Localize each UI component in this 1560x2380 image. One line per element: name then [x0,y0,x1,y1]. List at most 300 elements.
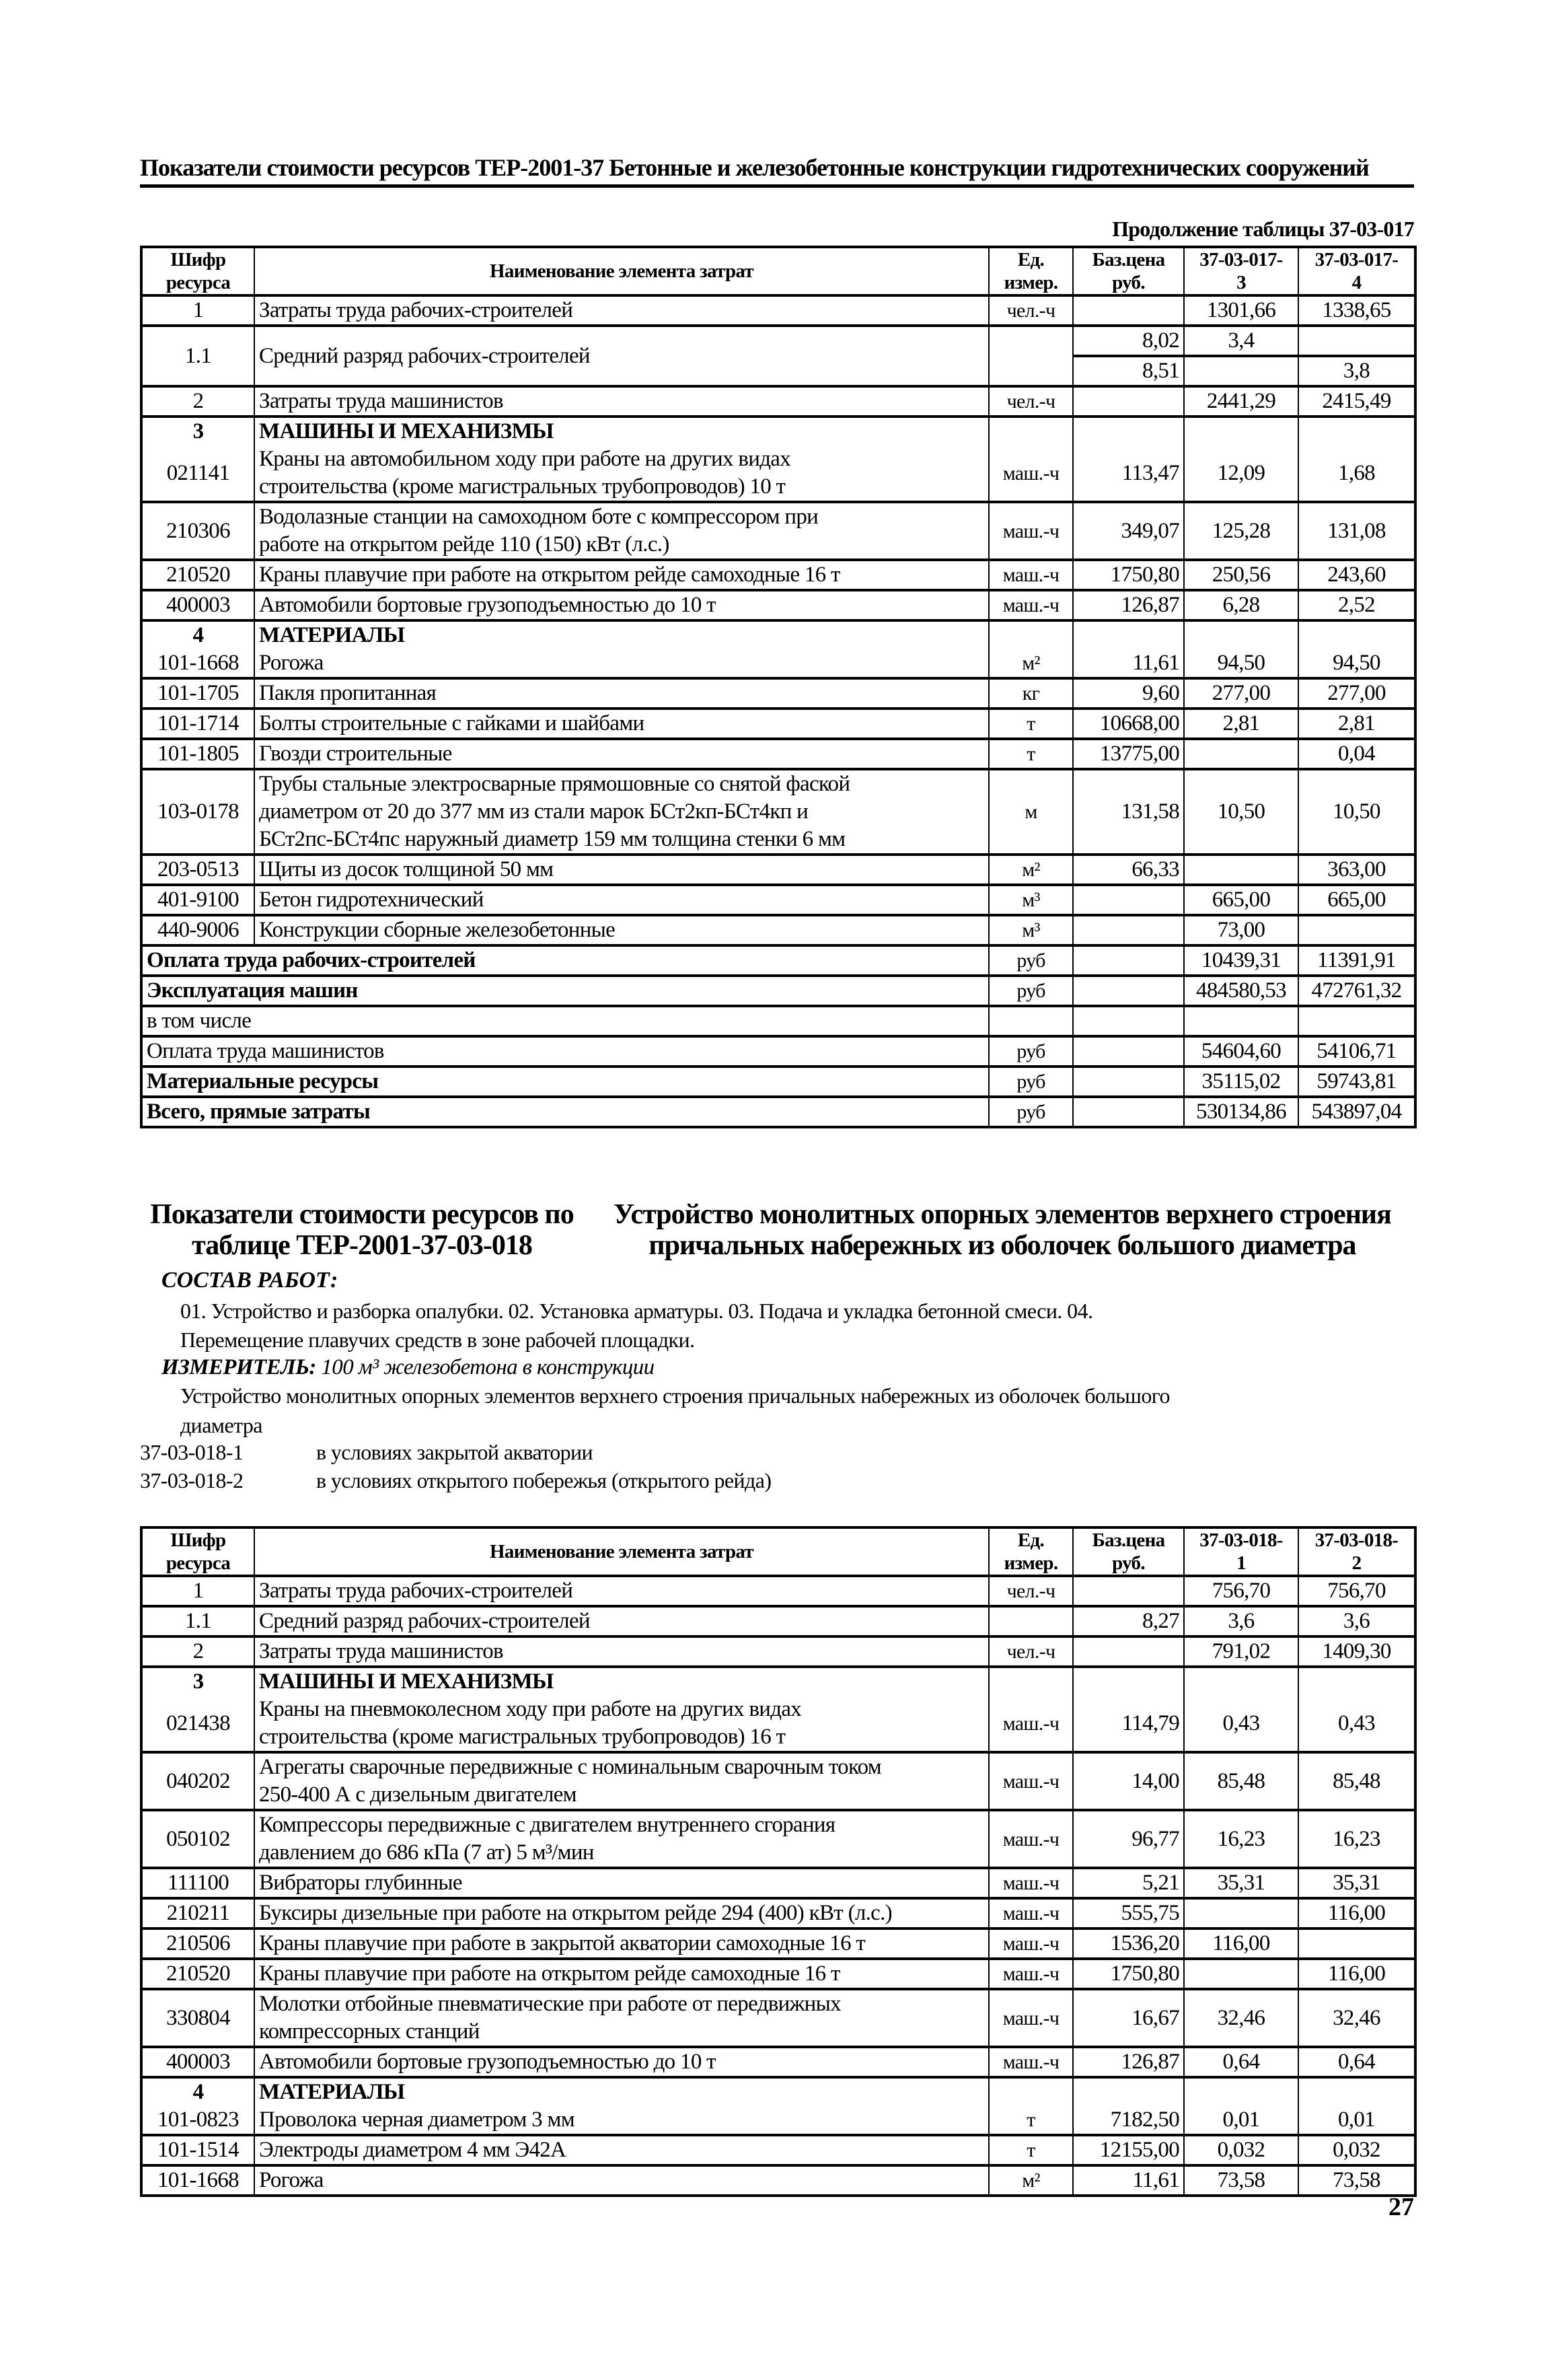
unit: чел.-ч [989,295,1073,326]
resource-name: Рогожа [254,2165,989,2196]
table-row [141,1696,1415,1752]
variant-1-value: 35,31 [1184,1868,1298,1898]
running-header: Показатели стоимости ресурсов ТЕР-2001-37 Бетонные и железобетонные конструкции гидротехнических сооружений [140,153,1414,188]
resource-code: 210506 [141,1928,254,1959]
variant-2-value: 2,52 [1298,590,1415,620]
empty-cell [1184,2077,1298,2106]
variant-1-value: 73,58 [1184,2165,1298,2196]
table-header-row [141,247,1415,295]
resource-name: Рогожа [254,649,989,678]
resource-code: 101-1805 [141,739,254,769]
base-price: 66,33 [1073,855,1184,885]
table-row [141,885,1415,915]
base-price: 8,51 [1073,356,1184,386]
summary-label: Всего, прямые затраты [141,1097,989,1127]
meter-label: ИЗМЕРИТЕЛЬ: [161,1355,316,1379]
variant-2-value: 756,70 [1298,1576,1415,1606]
variant-1-value [1184,1898,1298,1928]
base-price [1073,1576,1184,1606]
summary-row [141,976,1415,1006]
unit: маш.-ч [989,590,1073,620]
unit [989,1606,1073,1636]
resource-name: Конструкции сборные железобетонные [254,915,989,945]
table-row [141,915,1415,945]
variant-2-value: 472761,32 [1298,976,1415,1006]
variant-2-value: 10,50 [1298,769,1415,855]
header-unit: Ед. измер. [989,1527,1073,1576]
variant-1-value: 3,6 [1184,1606,1298,1636]
table-row [141,1898,1415,1928]
variant-2-value: 11391,91 [1298,945,1415,976]
resource-code: 2 [141,386,254,417]
variant-2-value: 1409,30 [1298,1636,1415,1667]
unit: кг [989,678,1073,709]
base-price: 96,77 [1073,1810,1184,1868]
variant-1-value: 10,50 [1184,769,1298,855]
resource-code: 021141 [141,445,254,502]
variant-1-value: 756,70 [1184,1576,1298,1606]
unit: м² [989,855,1073,885]
variant-2-value: 54106,71 [1298,1036,1415,1067]
unit: м² [989,649,1073,678]
resource-code: 210520 [141,560,254,590]
base-price: 10668,00 [1073,709,1184,739]
resource-name: Краны на пневмоколесном ходу при работе на других видах строительства (кроме магистральных трубопроводов) 16 т [254,1696,989,1752]
resource-name: Пакля пропитанная [254,678,989,709]
empty-cell [1073,417,1184,445]
resource-name: Компрессоры передвижные с двигателем внутреннего сгорания давлением до 686 кПа (7 ат) 5 м³/мин [254,1810,989,1868]
variant-2-value [1298,326,1415,356]
resource-name: Краны плавучие при работе на открытом рейде самоходные 16 т [254,560,989,590]
empty-cell [1073,620,1184,649]
unit: маш.-ч [989,1696,1073,1752]
resource-code: 050102 [141,1810,254,1868]
resource-name: Буксиры дизельные при работе на открытом рейде 294 (400) кВт (л.с.) [254,1898,989,1928]
variant-1-value: 10439,31 [1184,945,1298,976]
resource-name: Краны плавучие при работе в закрытой акватории самоходные 16 т [254,1928,989,1959]
resource-code: 101-1714 [141,709,254,739]
unit: маш.-ч [989,502,1073,560]
table-row [141,2165,1415,2196]
summary-row [141,1067,1415,1097]
unit: т [989,2106,1073,2135]
resource-code: 2 [141,1636,254,1667]
variant-1-value: 94,50 [1184,649,1298,678]
variant-2-value: 277,00 [1298,678,1415,709]
table-row [141,855,1415,885]
unit: руб [989,976,1073,1006]
variant-1-value: 0,01 [1184,2106,1298,2135]
variant-2-value: 0,01 [1298,2106,1415,2135]
variant-1-value: 35115,02 [1184,1067,1298,1097]
resource-code: 330804 [141,1989,254,2047]
variant-code: 37-03-018-1 [140,1440,244,1464]
base-price [1073,915,1184,945]
header-code: Шифр ресурса [141,247,254,295]
variant-2-value: 94,50 [1298,649,1415,678]
unit: маш.-ч [989,1989,1073,2047]
empty-cell [1298,620,1415,649]
empty-cell [989,417,1073,445]
section-title: МАШИНЫ И МЕХАНИЗМЫ [254,1667,989,1696]
base-price [1073,1036,1184,1067]
table-row [141,1810,1415,1868]
variant-1-value: 277,00 [1184,678,1298,709]
table-row [141,1868,1415,1898]
variant-2-value: 16,23 [1298,1810,1415,1868]
variant-1-value: 73,00 [1184,915,1298,945]
table-row [141,2135,1415,2165]
base-price: 131,58 [1073,769,1184,855]
table-row [141,1636,1415,1667]
variant-1-value: 32,46 [1184,1989,1298,2047]
summary-label: в том числе [141,1006,989,1036]
variant-2-value: 543897,04 [1298,1097,1415,1127]
resource-name: Молотки отбойные пневматические при работе от передвижных компрессорных станций [254,1989,989,2047]
resource-code: 021438 [141,1696,254,1752]
resource-name: Болты строительные с гайками и шайбами [254,709,989,739]
resource-table-37-03-018 [140,1526,1417,2197]
section-row [141,2077,1415,2106]
base-price [1073,1006,1184,1036]
table-continuation-label: Продолжение таблицы 37-03-017 [1112,217,1414,241]
variant-1-value: 791,02 [1184,1636,1298,1667]
section-title: МАШИНЫ И МЕХАНИЗМЫ [254,417,989,445]
resource-name: Краны плавучие при работе на открытом рейде самоходные 16 т [254,1959,989,1989]
resource-name: Средний разряд рабочих-строителей [254,326,989,386]
base-price: 113,47 [1073,445,1184,502]
variant-1-value: 0,64 [1184,2047,1298,2077]
base-price: 126,87 [1073,590,1184,620]
resource-code: 203-0513 [141,855,254,885]
base-price: 555,75 [1073,1898,1184,1928]
base-price [1073,1067,1184,1097]
variant-1-value: 0,43 [1184,1696,1298,1752]
unit: руб [989,945,1073,976]
section-row [141,417,1415,445]
variant-1-value [1184,356,1298,386]
table-row [141,709,1415,739]
variant-2-value: 116,00 [1298,1959,1415,1989]
base-price: 1750,80 [1073,1959,1184,1989]
resource-code: 111100 [141,1868,254,1898]
unit: чел.-ч [989,386,1073,417]
empty-cell [1298,2077,1415,2106]
work-composition-line: Перемещение плавучих средств в зоне рабочей площадки. [180,1328,695,1352]
base-price: 11,61 [1073,2165,1184,2196]
base-price: 7182,50 [1073,2106,1184,2135]
variant-2-value: 0,64 [1298,2047,1415,2077]
composition-label: СОСТАВ РАБОТ: [161,1268,338,1293]
variant-1-value: 54604,60 [1184,1036,1298,1067]
summary-row [141,1097,1415,1127]
resource-name: Проволока черная диаметром 3 мм [254,2106,989,2135]
empty-cell [989,1667,1073,1696]
resource-name: Щиты из досок толщиной 50 мм [254,855,989,885]
description-line: диаметра [180,1413,262,1437]
resource-name: Средний разряд рабочих-строителей [254,1606,989,1636]
variant-2-value: 0,032 [1298,2135,1415,2165]
unit: чел.-ч [989,1636,1073,1667]
variant-2-value: 665,00 [1298,885,1415,915]
variant-2-value: 32,46 [1298,1989,1415,2047]
base-price: 1536,20 [1073,1928,1184,1959]
resource-name: Затраты труда рабочих-строителей [254,1576,989,1606]
variant-2-value: 73,58 [1298,2165,1415,2196]
variant-1-value: 2,81 [1184,709,1298,739]
unit: м [989,769,1073,855]
variant-1-value: 6,28 [1184,590,1298,620]
unit: чел.-ч [989,1576,1073,1606]
variant-1-value [1184,1959,1298,1989]
variant-1-value: 116,00 [1184,1928,1298,1959]
table-row [141,560,1415,590]
empty-cell [1298,417,1415,445]
unit: маш.-ч [989,1898,1073,1928]
resource-code: 101-1668 [141,2165,254,2196]
variant-2-value: 1338,65 [1298,295,1415,326]
table-row [141,590,1415,620]
unit [989,1006,1073,1036]
resource-code: 101-1705 [141,678,254,709]
header-variant-2: 37-03-018- 2 [1298,1527,1415,1576]
summary-label: Эксплуатация машин [141,976,989,1006]
section-number: 3 [141,417,254,445]
resource-name: Автомобили бортовые грузоподъемностью до 10 т [254,590,989,620]
variant-1-value: 484580,53 [1184,976,1298,1006]
variant-2-value: 0,43 [1298,1696,1415,1752]
resource-code: 210520 [141,1959,254,1989]
variant-2-value: 131,08 [1298,502,1415,560]
table-row [141,2106,1415,2135]
work-composition-line: 01. Устройство и разборка опалубки. 02. Установка арматуры. 03. Подача и укладка бетонной смеси. 04. [180,1299,1093,1323]
base-price [1073,1097,1184,1127]
table-row [141,1928,1415,1959]
unit: м³ [989,915,1073,945]
base-price: 1750,80 [1073,560,1184,590]
section-title: МАТЕРИАЛЫ [254,620,989,649]
summary-label: Оплата труда машинистов [141,1036,989,1067]
empty-cell [989,620,1073,649]
variant-2-value: 3,8 [1298,356,1415,386]
variant-1-value: 665,00 [1184,885,1298,915]
summary-label: Материальные ресурсы [141,1067,989,1097]
unit: м² [989,2165,1073,2196]
empty-cell [1298,1667,1415,1696]
summary-row [141,1006,1415,1036]
variant-2-value: 2,81 [1298,709,1415,739]
unit: м³ [989,885,1073,915]
header-variant-2: 37-03-017- 4 [1298,247,1415,295]
table-row [141,326,1415,356]
variant-1-value: 0,032 [1184,2135,1298,2165]
table-row [141,2047,1415,2077]
base-price [1073,1636,1184,1667]
variant-2-value: 363,00 [1298,855,1415,885]
variant-2-value: 243,60 [1298,560,1415,590]
variant-1-value [1184,855,1298,885]
variant-2-value [1298,915,1415,945]
base-price [1073,976,1184,1006]
base-price: 13775,00 [1073,739,1184,769]
section-title-left: Показатели стоимости ресурсов по таблице ТЕР-2001-37-03-018 [150,1199,574,1261]
header-variant-1: 37-03-018- 1 [1184,1527,1298,1576]
resource-code: 040202 [141,1752,254,1810]
resource-name: Затраты труда машинистов [254,1636,989,1667]
variant-2-value: 0,04 [1298,739,1415,769]
resource-code: 210306 [141,502,254,560]
variant-text: в условиях закрытой акватории [316,1440,593,1464]
table-row [141,1752,1415,1810]
unit: т [989,739,1073,769]
table-row [141,1959,1415,1989]
variant-2-value: 3,6 [1298,1606,1415,1636]
base-price: 16,67 [1073,1989,1184,2047]
base-price: 114,79 [1073,1696,1184,1752]
section-title: МАТЕРИАЛЫ [254,2077,989,2106]
variant-2-value [1298,1928,1415,1959]
description-line: Устройство монолитных опорных элементов верхнего строения причальных набережных из оболочек большого [180,1383,1170,1408]
resource-code: 401-9100 [141,885,254,915]
resource-code: 1 [141,1576,254,1606]
meter-line [161,1355,655,1380]
table-row [141,295,1415,326]
unit: т [989,2135,1073,2165]
variant-code: 37-03-018-2 [140,1468,244,1492]
variant-2-value: 85,48 [1298,1752,1415,1810]
section-number: 3 [141,1667,254,1696]
unit: маш.-ч [989,1810,1073,1868]
header-variant-1: 37-03-017- 3 [1184,247,1298,295]
table-row [141,386,1415,417]
resource-name: Вибраторы глубинные [254,1868,989,1898]
table-row [141,1606,1415,1636]
resource-code: 101-1514 [141,2135,254,2165]
resource-code: 400003 [141,590,254,620]
table-row [141,445,1415,502]
section-title-right: Устройство монолитных опорных элементов верхнего строения причальных набережных из оболочек большого диаметра [614,1199,1391,1261]
page-number: 27 [1388,2193,1414,2221]
resource-code: 101-1668 [141,649,254,678]
base-price: 11,61 [1073,649,1184,678]
variant-2-value [1298,1006,1415,1036]
resource-name: Бетон гидротехнический [254,885,989,915]
resource-code: 1.1 [141,326,254,386]
unit: т [989,709,1073,739]
variant-1-value [1184,739,1298,769]
variant-2-value: 116,00 [1298,1898,1415,1928]
empty-cell [1073,1667,1184,1696]
resource-name: Краны на автомобильном ходу при работе на других видах строительства (кроме магистральных трубопроводов) 10 т [254,445,989,502]
unit: руб [989,1067,1073,1097]
section-row [141,1667,1415,1696]
resource-name: Гвозди строительные [254,739,989,769]
base-price: 9,60 [1073,678,1184,709]
unit [989,326,1073,386]
base-price: 8,27 [1073,1606,1184,1636]
resource-table-37-03-017 [140,246,1417,1128]
table-row [141,1989,1415,2047]
summary-label: Оплата труда рабочих-строителей [141,945,989,976]
resource-name: Затраты труда машинистов [254,386,989,417]
resource-code: 101-0823 [141,2106,254,2135]
resource-code: 440-9006 [141,915,254,945]
unit: маш.-ч [989,1959,1073,1989]
header-base-price: Баз.цена руб. [1073,1527,1184,1576]
empty-cell [1184,620,1298,649]
variant-2-value: 59743,81 [1298,1067,1415,1097]
variant-text: в условиях открытого побережья (открытого рейда) [316,1468,772,1492]
empty-cell [1073,2077,1184,2106]
resource-code: 210211 [141,1898,254,1928]
resource-code: 1.1 [141,1606,254,1636]
unit: маш.-ч [989,1752,1073,1810]
base-price [1073,945,1184,976]
variant-2-value: 1,68 [1298,445,1415,502]
table-row [141,1576,1415,1606]
variant-2-value: 35,31 [1298,1868,1415,1898]
table-header-row [141,1527,1415,1576]
summary-row [141,945,1415,976]
table-row [141,769,1415,855]
variant-1-value: 12,09 [1184,445,1298,502]
unit: маш.-ч [989,2047,1073,2077]
base-price: 12155,00 [1073,2135,1184,2165]
variant-1-value: 16,23 [1184,1810,1298,1868]
variant-1-value: 3,4 [1184,326,1298,356]
table-row [141,739,1415,769]
resource-name: Трубы стальные электросварные прямошовные со снятой фаской диаметром от 20 до 377 мм из стали марок БСт2кп-БСт4кп и БСт2пс-БСт4пс наружный диаметр 159 мм толщина стенки 6 мм [254,769,989,855]
variant-1-value: 250,56 [1184,560,1298,590]
header-code: Шифр ресурса [141,1527,254,1576]
resource-name: Электроды диаметром 4 мм Э42А [254,2135,989,2165]
table-row [141,678,1415,709]
unit: руб [989,1097,1073,1127]
variant-1-value [1184,1006,1298,1036]
empty-cell [1184,417,1298,445]
base-price [1073,386,1184,417]
empty-cell [989,2077,1073,2106]
base-price: 126,87 [1073,2047,1184,2077]
section-row [141,620,1415,649]
section-number: 4 [141,620,254,649]
variant-1-value: 125,28 [1184,502,1298,560]
header-unit: Ед. измер. [989,247,1073,295]
base-price [1073,885,1184,915]
header-name: Наименование элемента затрат [254,247,989,295]
base-price: 14,00 [1073,1752,1184,1810]
header-name: Наименование элемента затрат [254,1527,989,1576]
section-number: 4 [141,2077,254,2106]
resource-name: Автомобили бортовые грузоподъемностью до 10 т [254,2047,989,2077]
base-price [1073,295,1184,326]
resource-name: Агрегаты сварочные передвижные с номинальным сварочным током 250-400 А с дизельным двигателем [254,1752,989,1810]
resource-code: 103-0178 [141,769,254,855]
unit: маш.-ч [989,445,1073,502]
unit: руб [989,1036,1073,1067]
resource-name: Водолазные станции на самоходном боте с компрессором при работе на открытом рейде 110 (150) кВт (л.с.) [254,502,989,560]
summary-row [141,1036,1415,1067]
base-price: 8,02 [1073,326,1184,356]
base-price: 349,07 [1073,502,1184,560]
variant-1-value: 2441,29 [1184,386,1298,417]
unit: маш.-ч [989,1928,1073,1959]
variant-1-value: 530134,86 [1184,1097,1298,1127]
variant-1-value: 85,48 [1184,1752,1298,1810]
table-row [141,502,1415,560]
resource-name: Затраты труда рабочих-строителей [254,295,989,326]
header-base-price: Баз.цена руб. [1073,247,1184,295]
